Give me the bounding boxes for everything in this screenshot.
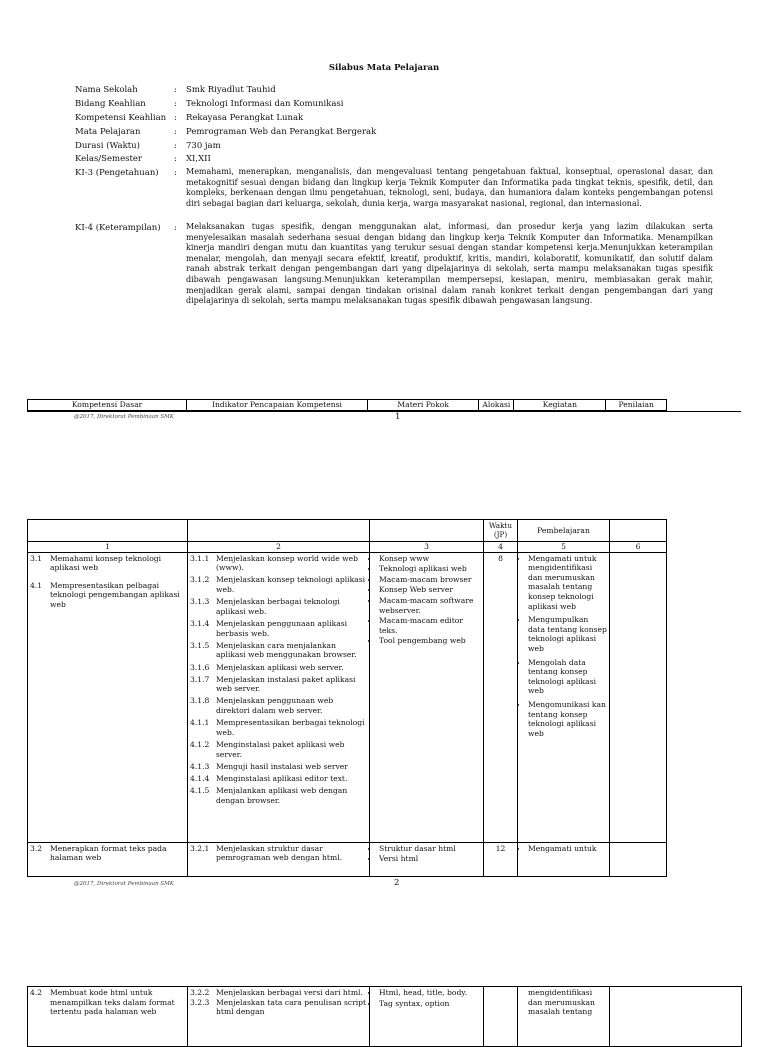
indikator-text: Menjelaskan aplikasi web server.	[216, 662, 344, 672]
head-waktu: Waktu (JP)	[484, 520, 518, 542]
meta-label-kelas-semester: Kelas/Semester	[75, 154, 142, 164]
indikator-item	[190, 718, 367, 737]
indikator-text: Menjelaskan berbagai versi dari html.	[216, 988, 363, 997]
indikator-item	[190, 762, 367, 772]
indikator-text: Menjelaskan penggunaan aplikasi berbasis web.	[216, 618, 348, 638]
header-kompetensi-dasar: Kompetensi Dasar	[28, 400, 187, 411]
indikator-number: 3.1.7	[190, 674, 210, 684]
indikator-text: Menjelaskan konsep teknologi aplikasi web.	[216, 575, 366, 594]
col-number: 3	[370, 542, 484, 553]
indikator-item	[190, 597, 367, 616]
header-alokasi: Alokasi	[479, 400, 514, 411]
indikator-number: 3.1.2	[190, 575, 210, 585]
meta-value-durasi: 730 jam	[186, 141, 221, 151]
indikator-item	[190, 988, 367, 998]
footer-note: @2017, Direktorat Pembinaan SMK	[74, 881, 174, 887]
syllabus-table-continued	[27, 986, 742, 1047]
table-header-page1	[27, 399, 667, 411]
head-cell-empty	[610, 520, 667, 542]
meta-colon: :	[174, 168, 177, 178]
indikator-number: 4.1.3	[190, 761, 210, 771]
meta-label-bidang-keahlian: Bidang Keahlian	[75, 99, 146, 109]
table-head-row	[28, 520, 667, 542]
kd-item	[30, 988, 185, 1017]
kegiatan-item: • Mengolah data tentang konsep teknologi aplikasi web	[528, 658, 607, 696]
materi-list	[372, 988, 481, 1008]
indikator-item	[190, 774, 367, 784]
kd-number: 4.1	[30, 580, 43, 590]
indikator-number: 3.2.3	[190, 997, 210, 1007]
materi-cell	[370, 552, 484, 842]
kd-cell	[28, 842, 188, 876]
indikator-number: 3.1.6	[190, 662, 210, 672]
ki3-text: Memahami, menerapkan, menganalisis, dan mengevaluasi tentang pengetahuan faktual, konseptual, operasional dasar, dan metakognitif sesuai dengan bidang dan lingkup kerja Teknik Komputer dan Informatika pada tingkat teknis, spesifik, detil, dan kompleks, berkenaan dengan ilmu pengetahuan, teknologi, seni, budaya, dan humaniora dalam konteks pengembangan potensi diri sebagai bagian dari keluarga, sekolah, dunia kerja, warga masyarakat nasional, regional, dan internasional.	[186, 167, 713, 208]
kegiatan-item: • Mengumpulkan data tentang konsep teknologi aplikasi web	[528, 615, 607, 653]
materi-item: • Macam-macam editor teks.	[379, 616, 481, 635]
indikator-cell	[188, 842, 370, 876]
waktu-cell: 8	[484, 552, 518, 842]
kd-number: 3.1	[30, 553, 43, 563]
head-cell-empty	[28, 520, 188, 542]
kd-item	[30, 554, 185, 573]
kegiatan-list	[520, 844, 607, 854]
indikator-number: 4.1.5	[190, 786, 210, 796]
meta-value-mata-pelajaran: Pemrograman Web dan Perangkat Bergerak	[186, 127, 377, 137]
indikator-text: Menjelaskan penggunaan web direktori dalam web server.	[216, 696, 334, 716]
kd-text: Memahami konsep teknologi aplikasi web	[50, 553, 162, 573]
indikator-text: Menginstalasi aplikasi editor text.	[216, 774, 348, 783]
meta-value-kelas-semester: XI,XII	[186, 154, 211, 164]
penilaian-cell	[610, 842, 667, 876]
kegiatan-list	[520, 554, 607, 739]
indikator-item	[190, 998, 367, 1017]
indikator-number: 3.2.2	[190, 988, 210, 997]
kd-item	[30, 581, 185, 610]
meta-colon: :	[174, 113, 177, 123]
meta-colon: :	[174, 85, 177, 95]
meta-colon: :	[174, 141, 177, 151]
indikator-item	[190, 663, 367, 673]
header-kegiatan: Kegiatan	[514, 400, 606, 411]
table-row	[28, 552, 667, 842]
meta-value-bidang-keahlian: Teknologi Informasi dan Komunikasi	[186, 99, 344, 109]
kegiatan-item: • Mengomunikasi kan tentang konsep teknologi aplikasi web	[528, 700, 607, 738]
document-title: Silabus Mata Pelajaran	[328, 63, 440, 73]
indikator-text: Menjelaskan tata cara penulisan script html dengan	[216, 997, 367, 1017]
kegiatan-cell	[518, 842, 610, 876]
materi-item: • Html, head, title, body.	[379, 988, 481, 998]
indikator-number: 4.1.1	[190, 718, 210, 728]
materi-item: • Tool pengembang web	[379, 636, 481, 646]
meta-value-kompetensi-keahlian: Rekayasa Perangkat Lunak	[186, 113, 304, 123]
indikator-number: 4.1.4	[190, 774, 210, 783]
indikator-number: 3.2.1	[190, 843, 210, 853]
materi-item: • Konsep www	[379, 554, 481, 564]
head-pembelajaran: Pembelajaran	[518, 520, 610, 542]
kd-cell	[28, 987, 188, 1047]
page-number: 1	[395, 412, 401, 422]
header-materi-pokok: Materi Pokok	[367, 400, 479, 411]
materi-list	[372, 844, 481, 864]
kd-text: Membuat kode html untuk menampilkan teks dalam format tertentu pada halaman web	[50, 988, 175, 1017]
ki4-text: Melaksanakan tugas spesifik, dengan menggunakan alat, informasi, dan prosedur kerja yang lazim dilakukan serta menyelesaikan masalah sederhana sesuai dengan bidang dan lingkup kerja Teknik Komputer dan Informatika. Menampilkan kinerja mandiri dengan mutu dan kuantitas yang terukur sesuai dengan standar kompetensi kerja.Menunjukkan keterampilan menalar, mengolah, dan menyaji secara efektif, kreatif, produktif, kritis, mandiri, kolaboratif, komunikatif, dan solutif dalam ranah abstrak terkait dengan pengembangan dari yang dipelajarinya di sekolah, serta mampu melaksanakan tugas spesifik dibawah pengawasan langsung.Menunjukkan keterampilan mempersepsi, kesiapan, meniru, membiasakan gerak mahir, menjadikan gerak alami, sampai dengan tindakan orisinal dalam ranah konkret terkait dengan pengembangan dari yang dipelajarinya di sekolah, serta mampu melaksanakan tugas spesifik dibawah pengawasan langsung.	[186, 222, 713, 306]
indikator-item	[190, 786, 367, 805]
materi-item: • Teknologi aplikasi web	[379, 564, 481, 574]
kegiatan-item: • Mengamati untuk mengidentifikasi dan merumuskan masalah tentang konsep teknologi aplikasi web	[528, 554, 607, 612]
footer-note: @2017, Direktorat Pembinaan SMK	[74, 414, 174, 420]
kd-number: 3.2	[30, 843, 43, 853]
indikator-item	[190, 844, 367, 863]
meta-colon: :	[174, 127, 177, 137]
meta-colon: :	[174, 223, 177, 233]
ki4-label: KI-4 (Keterampilan)	[75, 223, 161, 233]
col-number: 1	[28, 542, 188, 553]
meta-value-nama-sekolah: Smk Riyadlut Tauhid	[186, 85, 276, 95]
column-number-row	[28, 542, 667, 553]
indikator-number: 3.1.5	[190, 640, 210, 650]
kegiatan-item: • Mengamati untuk	[528, 844, 607, 854]
syllabus-table	[27, 519, 667, 877]
page-number: 2	[394, 878, 400, 888]
indikator-cell	[188, 552, 370, 842]
indikator-text: Mempresentasikan berbagai teknologi web.	[216, 718, 365, 737]
materi-item: • Konsep Web server	[379, 585, 481, 595]
indikator-item	[190, 740, 367, 759]
meta-label-mata-pelajaran: Mata Pelajaran	[75, 127, 141, 137]
header-penilaian: Penilaian	[606, 400, 667, 411]
kegiatan-cell	[518, 552, 610, 842]
indikator-number: 4.1.2	[190, 740, 210, 750]
header-indikator: Indikator Pencapaian Kompetensi	[187, 400, 368, 411]
indikator-item	[190, 675, 367, 694]
penilaian-cell	[610, 552, 667, 842]
materi-item: • Versi html	[379, 854, 481, 864]
kd-text: Mempresentasikan pelbagai teknologi pengembangan aplikasi web	[50, 580, 180, 609]
indikator-number: 3.1.3	[190, 597, 210, 607]
table-row	[28, 842, 667, 876]
meta-label-kompetensi-keahlian: Kompetensi Keahlian	[75, 113, 167, 123]
indikator-number: 3.1.1	[190, 553, 210, 563]
table-row	[28, 987, 742, 1047]
indikator-text: Menjalankan aplikasi web dengan dengan browser.	[216, 786, 348, 805]
indikator-item	[190, 641, 367, 660]
materi-list	[372, 554, 481, 646]
head-cell-empty	[370, 520, 484, 542]
waktu-cell: 12	[484, 842, 518, 876]
indikator-text: Menjelaskan struktur dasar pemrograman web dengan html.	[216, 843, 343, 863]
meta-colon: :	[174, 154, 177, 164]
indikator-item	[190, 554, 367, 573]
kd-item	[30, 844, 185, 863]
indikator-number: 3.1.4	[190, 618, 210, 628]
meta-label-durasi: Durasi (Waktu)	[75, 141, 140, 151]
indikator-number: 3.1.8	[190, 696, 210, 706]
kd-cell	[28, 552, 188, 842]
head-cell-empty	[188, 520, 370, 542]
indikator-text: Menjelaskan berbagai teknologi aplikasi web.	[216, 597, 340, 616]
kegiatan-cell: mengidentifikasi dan merumuskan masalah tentang	[518, 987, 610, 1047]
page-divider	[27, 411, 741, 412]
indikator-text: Menginstalasi paket aplikasi web server.	[216, 740, 345, 759]
ki3-label: KI-3 (Pengetahuan)	[75, 168, 159, 178]
penilaian-cell	[610, 987, 742, 1047]
col-number: 2	[188, 542, 370, 553]
indikator-item	[190, 696, 367, 715]
col-number: 4	[484, 542, 518, 553]
materi-item: • Tag syntax, option	[379, 999, 481, 1009]
indikator-text: Menjelaskan instalasi paket aplikasi web server.	[216, 674, 356, 694]
meta-colon: :	[174, 99, 177, 109]
meta-label-nama-sekolah: Nama Sekolah	[75, 85, 138, 95]
materi-cell	[370, 842, 484, 876]
col-number: 6	[610, 542, 667, 553]
indikator-text: Menjelaskan konsep world wide web (www).	[216, 553, 358, 573]
indikator-text: Menguji hasil instalasi web server	[216, 761, 348, 771]
col-number: 5	[518, 542, 610, 553]
materi-cell	[370, 987, 484, 1047]
materi-item: • Macam-macam software webserver.	[379, 596, 481, 615]
waktu-cell	[484, 987, 518, 1047]
kd-text: Menerapkan format teks pada halaman web	[50, 843, 167, 863]
indikator-item	[190, 619, 367, 638]
materi-item: • Struktur dasar html	[379, 844, 481, 854]
indikator-cell	[188, 987, 370, 1047]
indikator-item	[190, 575, 367, 594]
materi-item: • Macam-macam browser	[379, 575, 481, 585]
indikator-text: Menjelaskan cara menjalankan aplikasi web menggunakan browser.	[216, 640, 357, 660]
kd-number: 4.2	[30, 988, 43, 997]
